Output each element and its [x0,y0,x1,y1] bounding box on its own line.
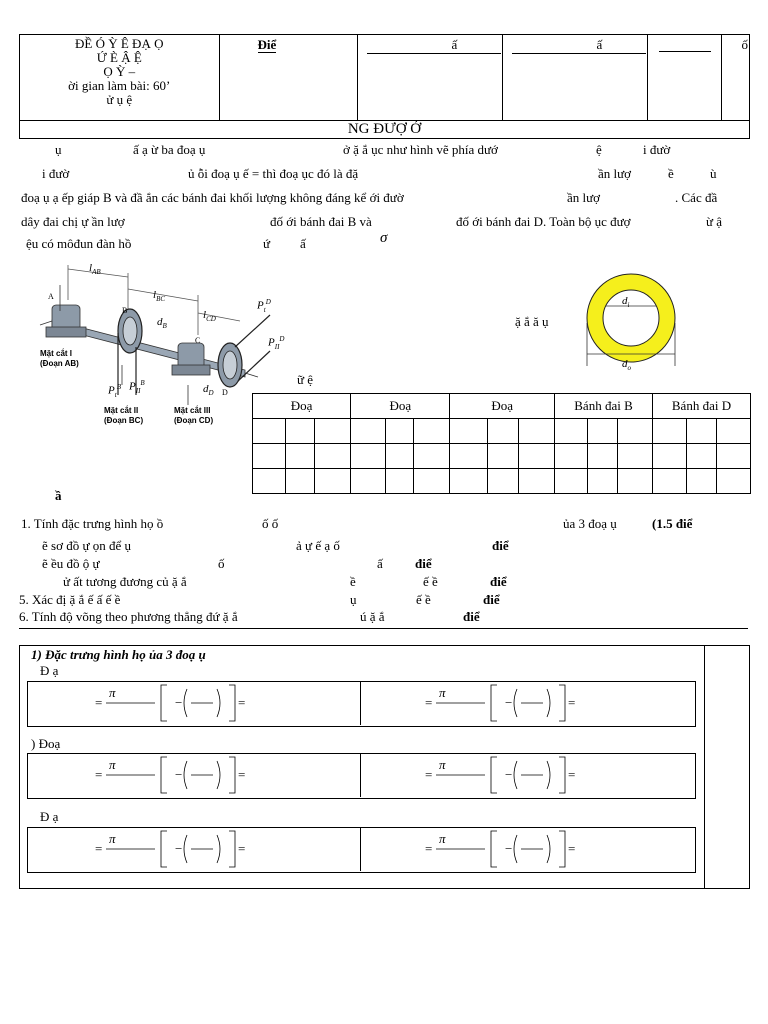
header-cell-5-line [659,37,711,52]
table-row [253,419,751,444]
force-pii-b-symbol: P [129,380,136,393]
section-divider [19,628,748,629]
score-cell [219,35,358,121]
intro-l5a: ệu có môđun đàn hồ [26,236,132,251]
col-header-segment-3: Đoạ [450,394,555,419]
force-pt-d-symbol: P [257,299,264,312]
equals-sign: = [425,695,433,710]
left-paren [184,835,187,863]
header-cell-6 [721,35,750,121]
formula-area-moment [425,753,585,797]
force-pt-b-symbol: P [108,384,115,397]
formula-area-moment [95,681,255,725]
q2-text: ẽ sơ đồ ự ọn để ụ [42,538,132,553]
cut-label-2-title: Mặt cắt II [104,406,139,415]
intro-l5b: ứ [263,236,271,251]
intro-l2b: ủ ỗi đoạ ụ ế = thì đoạ ục đó là đặ [188,166,359,181]
right-bracket [229,831,235,867]
hollow-section-ring [580,268,690,378]
answer-box-divider [704,645,705,888]
point-a: A [48,292,54,301]
score-label: Điể [257,37,277,52]
minus-sign: − [175,841,183,856]
left-paren [184,689,187,717]
force-pt-b: $P_t^B$ [108,383,121,399]
formula-area-moment [95,827,255,871]
intro-l4c: đố ới bánh đai D. Toàn bộ ục đượ [456,214,631,229]
exam-title-line3: Ọ Ỳ – [103,64,136,79]
right-paren [217,689,220,717]
exam-title-line1: ĐỀ Ó Ỳ Ê ĐẠ Ọ [75,36,164,51]
q3-text: ẽ ều đồ ộ ự [42,556,100,571]
col-header-segment-2: Đoạ [351,394,450,419]
force-pt-b-sup: B [116,383,121,391]
label-d-d-symbol: d [203,383,209,395]
intro-l1d: ệ [596,142,602,157]
label-l-ab-symbol: l [89,262,93,274]
header-cell-4 [503,35,648,121]
exam-title-line5: ử ụ ệ [106,92,133,107]
answer-heading: 1) Đặc trưng hình họ ủa 3 đoạ ụ [31,647,206,662]
intro-l2c: ần lượ [598,166,632,181]
minus-sign: − [175,695,183,710]
pi-symbol: π [109,685,116,700]
col-header-pulley-b: Bánh đai B [555,394,653,419]
cut-label-1-title: Mặt cắt I [40,349,73,358]
exam-title-line2: Ứ È Ậ Ệ [96,50,142,65]
minus-sign: − [505,767,513,782]
right-bracket [559,831,565,867]
equals-sign: = [238,767,246,782]
equals-sign: = [238,695,246,710]
inner-diameter-label: $d_i$ [622,295,630,310]
equals-sign: = [238,841,246,856]
equals-sign: = [425,841,433,856]
minus-sign: − [175,767,183,782]
force-pii-b-sup: B [140,379,145,387]
left-bracket [161,831,167,867]
equals-sign: = [95,841,103,856]
formula-row-divider [360,827,361,871]
cut-label-3-title: Mặt cắt III [174,406,211,415]
sigma-symbol: σ [380,230,388,246]
right-bracket [559,757,565,793]
intro-l2e: ù [710,166,717,181]
right-paren [547,689,550,717]
equals-sign: = [568,695,576,710]
label-d-b [157,316,167,330]
q3-text-c: ấ [377,556,383,571]
shaft-figure [30,255,290,430]
q6-points: điể [463,609,480,624]
label-d-b-symbol: d [157,316,163,328]
left-bracket [491,685,497,721]
intro-l1e: i đườ [643,142,671,157]
cut-label-3-sub: (Đoạn CD) [174,416,214,425]
cross-section-label: ặ ắ ă ụ [515,314,549,329]
force-pii-b: $P_{II}^B$ [129,379,145,395]
equals-sign: = [95,695,103,710]
label-d-d-sub: D [208,389,214,398]
segment-1-label: Đ ạ [40,663,59,678]
label-l-cd-symbol: l [203,309,207,321]
left-paren [514,689,517,717]
formula-area-moment [425,827,585,871]
label-d-d [203,383,214,397]
header-cell-4-text: ấ [512,37,646,54]
q5-points: điể [483,592,500,607]
q1-points: (1.5 điể [652,516,693,531]
intro-l4a: dây đai chị ự ần lượ [21,214,125,229]
q3-text-b: ố [218,556,225,571]
outer-diameter-symbol: d [622,358,628,370]
intro-l1b: ấ ạ ừ ba đoạ ụ [133,142,206,157]
header-cell-6-text: ố [741,37,748,52]
left-bracket [161,685,167,721]
label-l-ab [89,262,101,276]
q2-points: điể [492,538,509,553]
pi-symbol: π [109,757,116,772]
point-c: C [195,336,201,345]
right-bracket [559,685,565,721]
question-mark: ầ [55,488,62,503]
formula-row-divider [360,753,361,797]
data-table [252,393,751,494]
label-d-b-sub: B [162,322,167,331]
exam-time: ời gian làm bài: 60’ [68,78,171,93]
exam-header-table [19,34,750,139]
pi-symbol: π [109,831,116,846]
equals-sign: = [568,841,576,856]
right-paren [547,761,550,789]
equals-sign: = [425,767,433,782]
force-pt-d-sup: D [265,298,271,306]
table-row [253,469,751,494]
left-paren [184,761,187,789]
q5-text-c: ế ề [416,592,431,607]
cut-label-3 [174,406,213,426]
intro-l2d: ề [668,166,674,181]
minus-sign: − [505,695,513,710]
q3-points: điể [415,556,432,571]
formula-row-divider [360,681,361,725]
minus-sign: − [505,841,513,856]
intro-l3a: đoạ ụ ạ ếp giáp B và đầ ắn các bánh đai khối lượng không đáng kể ới đườ [21,190,404,205]
pi-symbol: π [439,757,446,772]
col-header-segment-1: Đoạ [253,394,351,419]
section-title-row: NG ĐƯỢ Ở [20,121,750,139]
q4-text-c: ế ề [423,574,438,589]
right-paren [217,835,220,863]
intro-l3c: . Các đầ [675,190,718,205]
label-l-cd-sub: CD [206,315,216,324]
intro-l1c: ở ặ ắ ục như hình vẽ phía dướ [343,142,498,157]
header-cell-3 [358,35,503,121]
equals-sign: = [95,767,103,782]
cut-label-2-sub: (Đoạn BC) [104,416,144,425]
q5-text: 5. Xác đị ặ ắ ế ấ ế ề [19,592,121,607]
label-l-bc [153,289,165,303]
left-bracket [491,757,497,793]
label-l-bc-symbol: l [153,289,157,301]
header-cell-3-text: ấ [367,37,501,54]
q5-text-b: ụ [350,592,357,607]
intro-l1a: ụ [55,142,62,157]
point-b: B [122,306,128,315]
label-l-bc-sub: BC [156,295,166,304]
q1-text-b: ố ố [262,516,279,531]
q1-text: 1. Tính đặc trưng hình họ ồ [21,516,164,531]
label-l-cd [203,309,216,323]
formula-area-moment [425,681,585,725]
label-l-ab-sub: AB [92,268,101,277]
point-d: D [222,388,228,397]
right-paren [547,835,550,863]
cut-label-2 [104,406,143,426]
segment-3-label: Đ ạ [40,809,59,824]
intro-l4d: ừ ậ [706,214,723,229]
intro-l3b: ần lượ [567,190,601,205]
table-row [253,444,751,469]
left-paren [514,835,517,863]
q4-text-b: ề [350,574,356,589]
q1-text-c: ủa 3 đoạ ụ [563,516,617,531]
force-pii-d-symbol: P [268,336,275,349]
right-bracket [229,757,235,793]
data-table-caption: ữ ệ [297,372,314,387]
left-bracket [491,831,497,867]
q6-text-b: ú ặ ắ [360,609,385,624]
q4-points: điể [490,574,507,589]
cut-label-1-sub: (Đoạn AB) [40,359,79,368]
q4-text: ử ất tương đương củ ặ ắ [63,574,187,589]
intro-l4b: đố ới bánh đai B và [270,214,372,229]
left-bracket [161,757,167,793]
cut-label-1 [40,349,79,369]
col-header-pulley-d: Bánh đai D [652,394,750,419]
pi-symbol: π [439,831,446,846]
equals-sign: = [568,767,576,782]
pi-symbol: π [439,685,446,700]
intro-l5c: ấ [300,236,306,251]
header-cell-5 [648,35,721,121]
q6-text: 6. Tính độ võng theo phương thẳng đứ ặ ắ [19,609,238,624]
q2-text-b: ả ự ế ạ ố [296,538,340,553]
exam-title-cell [20,35,220,121]
formula-area-moment [95,753,255,797]
inner-diameter-symbol: d [622,295,628,307]
segment-2-label: ) Đoạ [31,736,61,751]
intro-l2a: i đườ [42,166,70,181]
force-pii-d-sup: D [279,335,285,343]
right-bracket [229,685,235,721]
force-pt-d: $P_t^D$ [257,298,271,314]
outer-diameter-label: $d_o$ [622,358,631,373]
right-paren [217,761,220,789]
left-paren [514,761,517,789]
force-pii-d: $P_{II}^D$ [268,335,285,351]
